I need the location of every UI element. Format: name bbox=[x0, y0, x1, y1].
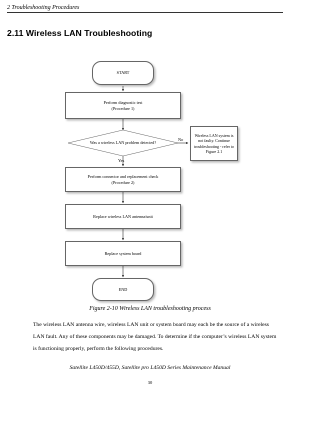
page-footer: Satellite L450D/455D, Satellite pro L450D Series Maintenance Manual bbox=[69, 365, 231, 371]
yes-label: Yes bbox=[118, 158, 125, 163]
not-faulty-note: Wireless LAN system is not faulty. Continue troubleshooting - refer to Figure 2.1 bbox=[190, 126, 238, 161]
start-node: START bbox=[92, 61, 154, 85]
figure-caption: Figure 2-10 Wireless LAN troubleshooting process bbox=[89, 306, 211, 312]
page-number: 30 bbox=[147, 380, 153, 385]
page-header: 2 Troubleshooting Procedures bbox=[7, 5, 283, 13]
no-label: No bbox=[178, 137, 184, 142]
section-title: 2.11 Wireless LAN Troubleshooting bbox=[7, 28, 153, 38]
connector-check-box: Perform connector and replacement check (Procedure 2) bbox=[65, 167, 181, 192]
diagnostic-test-box: Perform diagnostic test (Procedure 1) bbox=[65, 92, 181, 119]
end-node: END bbox=[92, 278, 154, 301]
replace-antenna-box: Replace wireless LAN antenna/unit bbox=[65, 204, 181, 229]
replace-board-box: Replace system board bbox=[65, 241, 181, 266]
body-paragraph: The wireless LAN antenna wire, wireless LAN unit or system board may each be the source of a wireless LAN fault. Any of these components may be damaged. To determine if the computer’s wireless LAN system is functioning properly, perform the following procedures. bbox=[33, 322, 277, 352]
decision-text: Was a wireless LAN problem detected? bbox=[89, 140, 157, 145]
